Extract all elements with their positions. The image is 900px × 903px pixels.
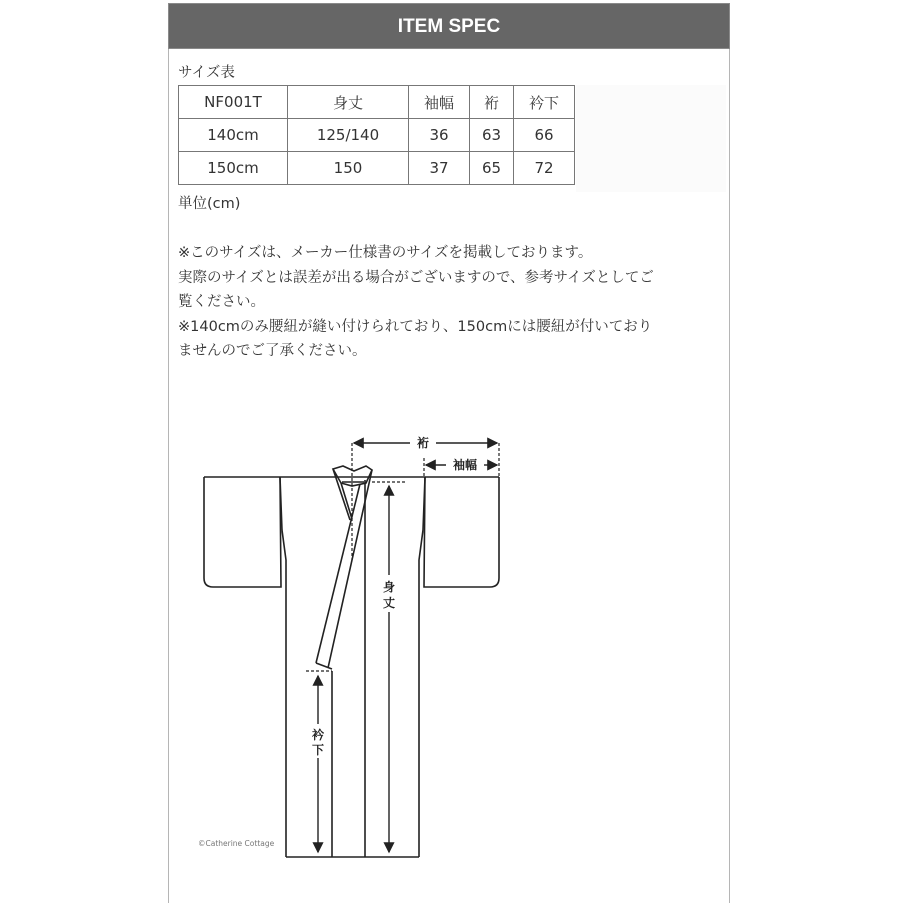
note-line: ※このサイズは、メーカー仕様書のサイズを掲載しております。 <box>178 245 593 261</box>
cell-okumi: 66 <box>514 119 575 152</box>
cell-mitake: 150 <box>288 152 409 185</box>
note-line: ※140cmのみ腰紐が縫い付けられており、150cmには腰紐が付いており <box>178 318 653 335</box>
label-okumi-2: 下 <box>311 743 325 757</box>
col-header-model: NF001T <box>179 86 288 119</box>
label-mitake-1: 身 <box>382 580 396 594</box>
label-okumi-1: 衿 <box>311 728 325 742</box>
cell-yuki: 63 <box>470 119 514 152</box>
cell-sodehaba: 37 <box>409 152 470 185</box>
label-sodehaba: 袖幅 <box>452 458 478 472</box>
copyright-text: ©Catherine Cottage <box>198 839 275 848</box>
label-yuki: 裄 <box>416 436 430 450</box>
note-line: 覧ください。 <box>178 294 265 310</box>
col-header-okumi: 衿下 <box>514 86 575 119</box>
col-header-sodehaba: 袖幅 <box>409 86 470 119</box>
note-line: 実際のサイズとは誤差が出る場合がございますので、参考サイズとしてご <box>178 269 654 286</box>
col-header-yuki: 裄 <box>470 86 514 119</box>
cell-size: 140cm <box>179 119 288 152</box>
size-table-title: サイズ表 <box>178 65 235 81</box>
item-spec-header: ITEM SPEC <box>168 3 730 49</box>
cell-sodehaba: 36 <box>409 119 470 152</box>
cell-mitake: 125/140 <box>288 119 409 152</box>
col-header-mitake: 身丈 <box>288 86 409 119</box>
dimension-labels <box>311 435 477 757</box>
cell-okumi: 72 <box>514 152 575 185</box>
unit-label: 単位(cm) <box>178 196 241 212</box>
cell-size: 150cm <box>179 152 288 185</box>
cell-yuki: 65 <box>470 152 514 185</box>
label-mitake-2: 丈 <box>382 596 396 610</box>
note-line: ませんのでご了承ください。 <box>178 343 367 359</box>
